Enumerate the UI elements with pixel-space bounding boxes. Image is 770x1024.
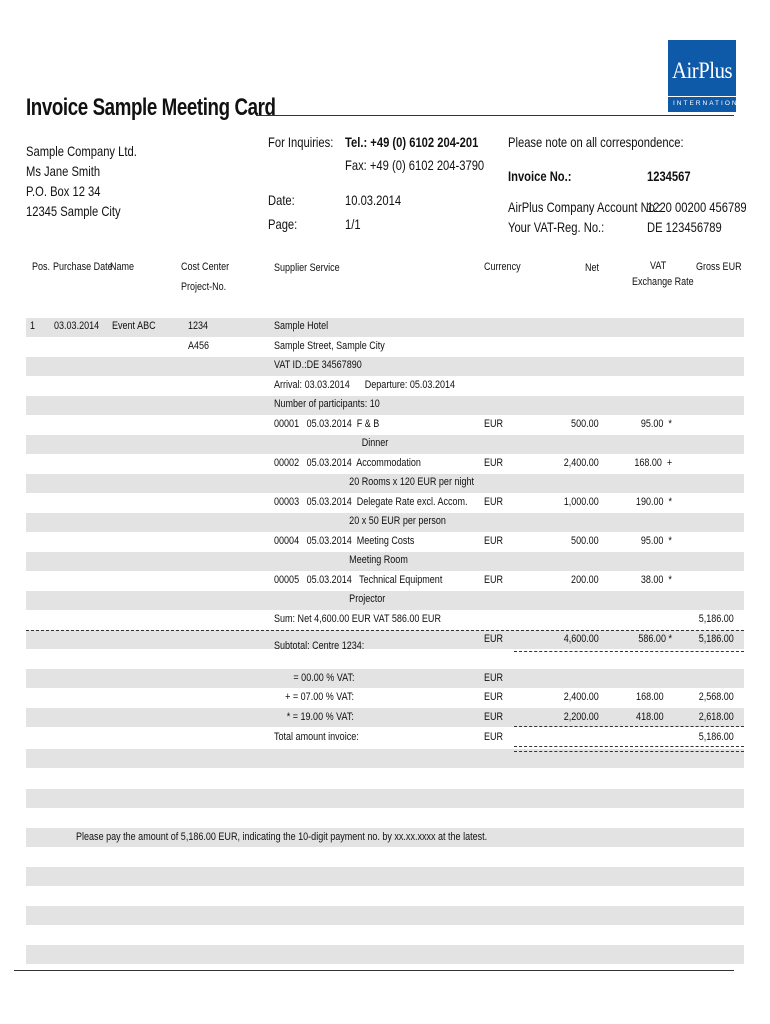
vat-summary-currency: EUR — [484, 691, 504, 703]
row-band — [26, 357, 744, 376]
invoice-no-label: Invoice No.: — [508, 168, 572, 184]
invoice-no-value: 1234567 — [647, 168, 691, 184]
vat-summary-gross: 2,568.00 — [698, 691, 734, 703]
row-supplier-service: Sample Street, Sample City — [274, 340, 385, 352]
total-double-underline — [514, 746, 744, 747]
vat-reg-label: Your VAT-Reg. No.: — [508, 219, 605, 235]
subtotal-dashed-rule — [26, 630, 744, 631]
row-supplier-service: 00002 05.03.2014 Accommodation — [274, 457, 421, 469]
row-band — [26, 396, 744, 415]
col-net: Net — [585, 262, 600, 274]
vat-summary-net: 2,200.00 — [563, 711, 599, 723]
vat-summary-currency: EUR — [484, 672, 504, 684]
invoice-title: Invoice Sample Meeting Card — [26, 94, 276, 121]
vat-summary-label: = 00.00 % VAT: — [292, 672, 354, 684]
row-supplier-service: Arrival: 03.03.2014 Departure: 05.03.2014 — [274, 379, 456, 391]
row-vat: 168.00 + — [634, 457, 672, 469]
col-project-no: Project-No. — [181, 281, 227, 293]
vat-summary-net: 2,400.00 — [563, 691, 599, 703]
row-gross: 5,186.00 — [698, 613, 734, 625]
row-supplier-service: Projector — [274, 593, 386, 605]
row-supplier-service: Meeting Room — [274, 554, 408, 566]
address-line: P.O. Box 12 34 — [26, 183, 101, 199]
col-name: Name — [110, 261, 135, 273]
row-supplier-service: 00003 05.03.2014 Delegate Rate excl. Accom. — [274, 496, 468, 508]
row-band — [26, 630, 744, 649]
row-currency: EUR — [484, 457, 504, 469]
row-supplier-service: VAT ID.:DE 34567890 — [274, 359, 362, 371]
date-value: 10.03.2014 — [345, 192, 402, 208]
row-band — [26, 669, 744, 688]
row-supplier-service: Sample Hotel — [274, 320, 329, 332]
row-pos: 1 — [30, 320, 36, 332]
address-line: Ms Jane Smith — [26, 163, 101, 179]
subtotal-currency: EUR — [484, 633, 504, 645]
row-currency: EUR — [484, 418, 504, 430]
correspondence-note: Please note on all correspondence: — [508, 134, 684, 150]
total-double-underline — [514, 751, 744, 752]
row-vat: 38.00 * — [640, 574, 672, 586]
row-net: 2,400.00 — [563, 457, 599, 469]
col-supplier-service: Supplier Service — [274, 262, 340, 274]
vat-summary-label: * = 19.00 % VAT: — [286, 711, 354, 723]
subtotal-gross: 5,186.00 — [698, 633, 734, 645]
airplus-logo — [668, 40, 751, 112]
row-supplier-service: 20 x 50 EUR per person — [274, 515, 446, 527]
row-band — [26, 789, 744, 808]
total-label: Total amount invoice: — [274, 731, 359, 743]
subtotal-vat: 586.00 * — [638, 633, 672, 645]
inquiries-tel: Tel.: +49 (0) 6102 204-201 — [345, 134, 479, 150]
row-currency: EUR — [484, 574, 504, 586]
logo-divider — [668, 96, 736, 97]
vat-summary-underline — [514, 726, 744, 727]
account-value: 1220 00200 456789 — [647, 199, 747, 215]
row-net: 500.00 — [571, 418, 599, 430]
row-supplier-service: Number of participants: 10 — [274, 398, 380, 410]
payment-note: Please pay the amount of 5,186.00 EUR, indicating the 10-digit payment no. by xx.xx.xxxx at the latest. — [76, 831, 488, 843]
title-rule — [256, 115, 734, 116]
logo-subtitle: INTERNATIONAL — [673, 100, 751, 107]
row-purchase-date: 03.03.2014 — [54, 320, 100, 332]
inquiries-label: For Inquiries: — [268, 134, 334, 150]
account-label: AirPlus Company Account No.: — [508, 199, 662, 215]
row-supplier-service: 20 Rooms x 120 EUR per night — [274, 476, 475, 488]
row-currency: EUR — [484, 535, 504, 547]
row-currency: EUR — [484, 496, 504, 508]
col-exchange-rate: Exchange Rate — [632, 276, 694, 288]
vat-summary-currency: EUR — [484, 711, 504, 723]
col-cost-center: Cost Center — [181, 261, 230, 273]
row-supplier-service: 00004 05.03.2014 Meeting Costs — [274, 535, 415, 547]
col-pos: Pos. — [32, 261, 51, 273]
subtotal-underline — [514, 651, 744, 652]
row-vat: 95.00 * — [640, 418, 672, 430]
vat-summary-label: + = 07.00 % VAT: — [285, 691, 354, 703]
row-net: 500.00 — [571, 535, 599, 547]
footer-rule — [14, 970, 734, 971]
row-name: Event ABC — [112, 320, 156, 332]
row-cost-center: A456 — [188, 340, 210, 352]
row-supplier-service: Dinner — [274, 437, 389, 449]
row-supplier-service: Sum: Net 4,600.00 EUR VAT 586.00 EUR — [274, 613, 441, 625]
total-currency: EUR — [484, 731, 504, 743]
total-gross: 5,186.00 — [698, 731, 734, 743]
logo-name: AirPlus — [672, 58, 733, 83]
date-label: Date: — [268, 192, 295, 208]
subtotal-net: 4,600.00 — [563, 633, 599, 645]
row-supplier-service: 00005 05.03.2014 Technical Equipment — [274, 574, 443, 586]
row-vat: 190.00 * — [635, 496, 672, 508]
row-cost-center: 1234 — [188, 320, 209, 332]
address-line: Sample Company Ltd. — [26, 143, 137, 159]
col-vat: VAT — [650, 260, 667, 272]
col-gross: Gross EUR — [696, 261, 742, 273]
inquiries-fax: Fax: +49 (0) 6102 204-3790 — [345, 157, 485, 173]
subtotal-label: Subtotal: Centre 1234: — [274, 640, 365, 652]
vat-summary-vat: 168.00 — [636, 691, 664, 703]
row-band — [26, 906, 744, 925]
address-line: 12345 Sample City — [26, 203, 121, 219]
col-currency: Currency — [484, 261, 521, 273]
page-label: Page: — [268, 216, 298, 232]
row-band — [26, 945, 744, 964]
row-net: 200.00 — [571, 574, 599, 586]
row-supplier-service: 00001 05.03.2014 F & B — [274, 418, 380, 430]
col-purchase-date: Purchase Date — [53, 261, 113, 273]
vat-summary-vat: 418.00 — [636, 711, 664, 723]
row-band — [26, 867, 744, 886]
page-value: 1/1 — [345, 216, 361, 232]
row-vat: 95.00 * — [640, 535, 672, 547]
vat-summary-gross: 2,618.00 — [698, 711, 734, 723]
row-net: 1,000.00 — [563, 496, 599, 508]
vat-reg-value: DE 123456789 — [647, 219, 722, 235]
